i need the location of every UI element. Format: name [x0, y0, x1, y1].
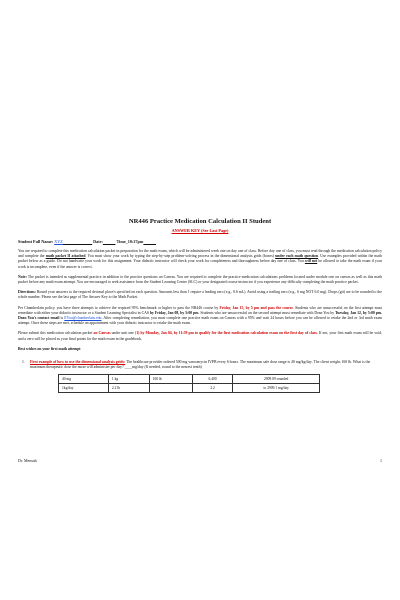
intro-paragraph [18, 249, 382, 270]
question-text: The healthcare provider ordered 500 mg vancomycin IVPB every 6 hours. The maximum safe dose range is 40 mg/kg/day. The client weighs 160 lb. What is the maximum therapeutic dose the nurse will administer per day? ____mg/day (If needed, round to the nearest tenth) [30, 360, 371, 370]
policy-text-2: . Students who are unsuccessful on the first attempt must remediate with either your didactic instructor or a Student Learning Specialist in CAS [18, 305, 382, 315]
intro-text-6: will not [304, 259, 318, 264]
footer-author: Dr. Mensah [18, 458, 37, 463]
policy-text-1: Per Chamberlain policy, you have three attempts to achieve the required 95% benchmark or higher to pass the NR446 course by [18, 305, 220, 310]
submit-text-2: on Canvas [93, 331, 111, 336]
intro-text-7: be allowed to take the math exam if your work is incomplete, even if the answer is correct. [18, 259, 382, 269]
grid-cell: to 2909.1 mg/day [233, 384, 320, 393]
intro-text-4: under each math question [275, 254, 319, 259]
note-paragraph [18, 275, 382, 285]
question-number: 1. [22, 360, 25, 365]
grid-cell: 6,400 [192, 375, 233, 384]
note-label: Note: [18, 274, 27, 279]
policy-text-5: . After completing remediation, you must complete one practice math exam on Canvas with a 95% and wait 24 hours before you can be allowed to retake the 2nd or 3rd math exam attempt. Once these steps are met, schedule an appointment with your didactic instructor to retake the math exam. [18, 316, 382, 326]
document-content [18, 218, 382, 393]
student-name-label: Student Full Name: [18, 239, 54, 244]
grid-cell [149, 384, 192, 393]
student-name-value: XYZ [54, 239, 63, 244]
policy-deadline-2: by Friday, Jan 08, by 5:00 pm [149, 310, 199, 315]
question-example-link: First example of how to use the dimensional analysis grids: [30, 360, 126, 365]
grid-cell: 40 mg [59, 375, 109, 384]
table-row [59, 375, 320, 384]
student-info-line [18, 239, 382, 244]
grid-cell: 2909.09 rounded [233, 375, 320, 384]
best-wishes: Best wishes on your first math attempt [18, 346, 81, 351]
grid-cell: 1 kg [108, 375, 149, 384]
intro-text-2: math packet II attached [45, 254, 86, 259]
note-text: The packet is intended as supplemental practice in addition to the practice questions on Canvas. You are required to complete the practice medication calculations problems located under module one on canvas as well as this math packet before any math exam attempt. You are encouraged to seek assistance from the Student Learning Center (SLC) or your designated course instructor if you experience any difficulty completing the math practice packet. [18, 274, 382, 285]
grid-cell: 1kg/day [59, 384, 109, 393]
page-number: 1 [380, 458, 382, 463]
policy-deadline-3: Tuesday, Jan 12, by 5:00 pm. Dean You's contact email [18, 310, 382, 321]
directions-text: Round your answers to the required decimal place/s specified on each question. Amounts less than 1 require a leading zero (e.g., 0.6 mL). Avoid using a trailing zero (e.g., 6 mg NOT 6.0 mg). Drops (gtt) are to be rounded to the whole number. Please see the last page of The Answer Key to the Math Packet. [18, 290, 382, 300]
directions-label: Directions: [18, 290, 36, 295]
date-label: Date: [93, 239, 103, 244]
grid-cell: 2.2 lb [108, 384, 149, 393]
intro-text-3: . You must show your work by typing the step-by-step problem-solving process in the dimensional analysis grids (boxes) [85, 254, 276, 259]
table-row [59, 384, 320, 393]
directions-paragraph [18, 290, 382, 300]
policy-text-3: . Students who are unsuccessful on the second attempt must remediate with Dean You by [198, 310, 336, 315]
time-label: Time_10:27pm [116, 239, 144, 244]
policy-paragraph [18, 306, 382, 327]
intro-text-1: You are required to complete this medication calculation packet in preparation for the math exam, which will be administered week one on day one of class. Before day one of class, you must read through the medication calculation policy and complete the [18, 249, 382, 259]
submit-text-1: Please submit this medication calculation packet [18, 331, 94, 336]
answer-key-note: ANSWER KEY (See Last Page) [171, 228, 229, 233]
submit-paragraph [18, 331, 382, 341]
submit-text-4: If not, your first math exam will be void, and a zero will be placed as your final points for the math exam in the gradebook. [18, 331, 382, 341]
submit-text-3: under unit one ( [110, 331, 137, 336]
page-title: NR446 Practice Medication Calculation II Student [128, 218, 272, 225]
grid-cell: 2.2 [192, 384, 233, 393]
question-1 [18, 360, 382, 370]
policy-deadline-1: Friday, Jan 15, by 5 pm and pass the course [219, 305, 293, 310]
dimensional-analysis-grid [58, 374, 320, 393]
policy-text-4: is [59, 316, 65, 321]
submit-deadline: 1) by Monday, Jan 04, by 11:59 pm to qualify for the first medication calculation exam on the first day of class. [136, 331, 318, 336]
grid-cell: 160 lb [149, 375, 192, 384]
intro-text-5: . Use examples provided within the math packet below as a guide. Do not handwrite your work for this assignment. Your didactic instructor will check your work for completeness and thoroughness before day one of class. You [18, 254, 382, 264]
policy-email-link[interactable]: EYou@chamberlain.edu [64, 316, 102, 321]
